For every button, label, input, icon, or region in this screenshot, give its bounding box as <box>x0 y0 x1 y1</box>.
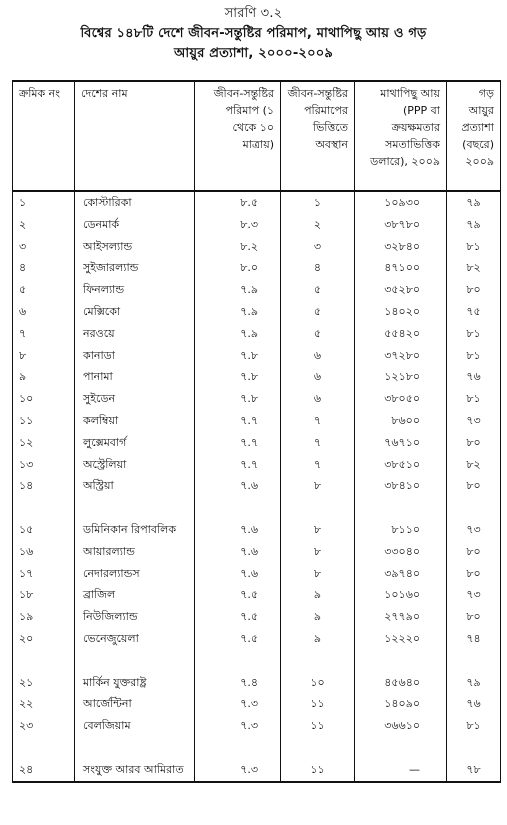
table-row <box>13 715 501 737</box>
row-satisfaction-rank: ৮ <box>281 541 355 563</box>
row-serial: ১৫ <box>13 497 75 541</box>
row-satisfaction-score: ৭.৮ <box>195 345 281 367</box>
row-life-expectancy: ৭৪ <box>447 628 501 650</box>
table-row <box>13 345 501 367</box>
table-row <box>13 236 501 258</box>
row-satisfaction-rank: ৫ <box>281 279 355 301</box>
row-life-expectancy: ৮১ <box>447 715 501 737</box>
row-country: ভেনেজুয়েলা <box>75 628 195 650</box>
row-country: ব্রাজিল <box>75 584 195 606</box>
row-life-expectancy: ৭৩ <box>447 410 501 432</box>
row-country: ডেনমার্ক <box>75 214 195 236</box>
table-row <box>13 257 501 279</box>
row-satisfaction-score: ৭.৭ <box>195 454 281 476</box>
row-satisfaction-score: ৭.৩ <box>195 715 281 737</box>
row-satisfaction-rank: ৮ <box>281 563 355 585</box>
row-country: সংযুক্ত আরব আমিরাত <box>75 737 195 782</box>
row-satisfaction-score: ৭.৮ <box>195 388 281 410</box>
row-country: অস্ট্রেলিয়া <box>75 454 195 476</box>
row-life-expectancy: ৮১ <box>447 236 501 258</box>
table-row <box>13 563 501 585</box>
table-row <box>13 214 501 236</box>
row-satisfaction-score: ৭.৫ <box>195 628 281 650</box>
row-serial: ৭ <box>13 323 75 345</box>
row-satisfaction-rank: ৯ <box>281 584 355 606</box>
row-serial: ৫ <box>13 279 75 301</box>
table-title-line-1: বিশ্বের ১৪৮টি দেশে জীবন-সন্তুষ্টির পরিমাপ, মাথাপিছু আয় ও গড় <box>80 26 427 41</box>
row-income: ১০১৬০ <box>355 584 447 606</box>
table-title-line-2: আয়ুর প্রত্যাশা, ২০০০-২০০৯ <box>173 46 334 61</box>
row-country: পানামা <box>75 366 195 388</box>
row-serial: ১৪ <box>13 475 75 497</box>
row-income: ৩৫২৮০ <box>355 279 447 301</box>
row-satisfaction-rank: ৮ <box>281 497 355 541</box>
row-income: ৪৭১০০ <box>355 257 447 279</box>
row-satisfaction-score: ৭.৬ <box>195 497 281 541</box>
row-country: লুক্সেমবার্গ <box>75 432 195 454</box>
row-serial: ১৮ <box>13 584 75 606</box>
row-satisfaction-score: ৮.৫ <box>195 191 281 214</box>
row-income: ১৪০৯০ <box>355 693 447 715</box>
row-income: ৭৬৭১০ <box>355 432 447 454</box>
row-life-expectancy: ৭৬ <box>447 366 501 388</box>
row-serial: ৬ <box>13 301 75 323</box>
row-income: ৩৯৭৪০ <box>355 563 447 585</box>
row-serial: ২৪ <box>13 737 75 782</box>
row-life-expectancy: ৮০ <box>447 279 501 301</box>
row-life-expectancy: ৮০ <box>447 432 501 454</box>
row-life-expectancy: ৮১ <box>447 323 501 345</box>
row-income: ৩৮০৫০ <box>355 388 447 410</box>
row-satisfaction-rank: ১১ <box>281 737 355 782</box>
row-country: সুইজারল্যান্ড <box>75 257 195 279</box>
row-satisfaction-score: ৭.৬ <box>195 563 281 585</box>
row-satisfaction-rank: ১০ <box>281 650 355 694</box>
row-satisfaction-rank: ৬ <box>281 366 355 388</box>
row-life-expectancy: ৭৯ <box>447 191 501 214</box>
row-life-expectancy: ৭৩ <box>447 497 501 541</box>
row-life-expectancy: ৮০ <box>447 541 501 563</box>
table-caption: সারণি ৩.২ <box>224 6 283 21</box>
life-satisfaction-table <box>12 80 501 783</box>
row-country: নিউজিল্যান্ড <box>75 606 195 628</box>
row-country: বেলজিয়াম <box>75 715 195 737</box>
table-row <box>13 279 501 301</box>
row-income: ৪৫৬৪০ <box>355 650 447 694</box>
table-row <box>13 650 501 694</box>
header-life-expectancy: গড় আয়ুর প্রত্যাশা (বছরে) ২০০৯ <box>447 81 501 191</box>
row-satisfaction-score: ৭.৮ <box>195 366 281 388</box>
row-income: ১২১৮০ <box>355 366 447 388</box>
row-satisfaction-score: ৭.৩ <box>195 737 281 782</box>
table-row <box>13 388 501 410</box>
header-satisfaction-rank: জীবন-সন্তুষ্টির পরিমাপের ভিত্তিতে অবস্থান <box>281 81 355 191</box>
row-satisfaction-score: ৭.৯ <box>195 323 281 345</box>
row-income: ৩৩০৪০ <box>355 541 447 563</box>
row-satisfaction-score: ৭.৩ <box>195 693 281 715</box>
row-income: ২৭৭৯০ <box>355 606 447 628</box>
row-serial: ৮ <box>13 345 75 367</box>
row-life-expectancy: ৮১ <box>447 345 501 367</box>
row-satisfaction-rank: ৯ <box>281 628 355 650</box>
row-country: সুইডেন <box>75 388 195 410</box>
row-life-expectancy: ৭৫ <box>447 301 501 323</box>
table-row <box>13 191 501 214</box>
table-row <box>13 366 501 388</box>
row-satisfaction-rank: ৫ <box>281 301 355 323</box>
row-satisfaction-score: ৭.৬ <box>195 541 281 563</box>
row-satisfaction-rank: ৬ <box>281 345 355 367</box>
table-header-row <box>13 81 501 191</box>
row-country: কলম্বিয়া <box>75 410 195 432</box>
table-row <box>13 497 501 541</box>
table-row <box>13 475 501 497</box>
row-life-expectancy: ৭৩ <box>447 584 501 606</box>
row-income: ১০৯৩০ <box>355 191 447 214</box>
row-country: ডমিনিকান রিপাবলিক <box>75 497 195 541</box>
row-satisfaction-score: ৭.৭ <box>195 432 281 454</box>
header-serial: ক্রমিক নং <box>13 81 75 191</box>
row-satisfaction-score: ৭.৫ <box>195 606 281 628</box>
table-row <box>13 410 501 432</box>
table-row <box>13 628 501 650</box>
row-income: ৩৮৫১০ <box>355 454 447 476</box>
row-serial: ৪ <box>13 257 75 279</box>
row-satisfaction-rank: ৭ <box>281 432 355 454</box>
row-satisfaction-score: ৭.৭ <box>195 410 281 432</box>
row-country: মেক্সিকো <box>75 301 195 323</box>
row-serial: ২ <box>13 214 75 236</box>
row-serial: ১৬ <box>13 541 75 563</box>
header-satisfaction-score: জীবন-সন্তুষ্টির পরিমাপ (১ থেকে ১০ মাত্রায়) <box>195 81 281 191</box>
table-row <box>13 737 501 782</box>
row-life-expectancy: ৮০ <box>447 475 501 497</box>
row-life-expectancy: ৮২ <box>447 454 501 476</box>
row-satisfaction-rank: ৪ <box>281 257 355 279</box>
table-row <box>13 606 501 628</box>
table-row <box>13 541 501 563</box>
row-country: আর্জেন্টিনা <box>75 693 195 715</box>
row-serial: ২২ <box>13 693 75 715</box>
row-serial: ১৩ <box>13 454 75 476</box>
row-satisfaction-rank: ১১ <box>281 693 355 715</box>
header-income-per-capita: মাথাপিছু আয় (PPP বা ক্রয়ক্ষমতার সমতাভিত্তিক ডলারে), ২০০৯ <box>355 81 447 191</box>
row-serial: ৯ <box>13 366 75 388</box>
row-country: নরওয়ে <box>75 323 195 345</box>
row-country: কানাডা <box>75 345 195 367</box>
row-country: ফিনল্যান্ড <box>75 279 195 301</box>
row-country: নেদারল্যান্ডস <box>75 563 195 585</box>
table-row <box>13 323 501 345</box>
row-income: ৩২৮৪০ <box>355 236 447 258</box>
row-serial: ২১ <box>13 650 75 694</box>
row-life-expectancy: ৭৯ <box>447 650 501 694</box>
row-country: কোস্টারিকা <box>75 191 195 214</box>
row-country: আয়ারল্যান্ড <box>75 541 195 563</box>
row-life-expectancy: ৭৬ <box>447 693 501 715</box>
row-satisfaction-score: ৭.৯ <box>195 301 281 323</box>
row-serial: ২৩ <box>13 715 75 737</box>
row-satisfaction-rank: ৭ <box>281 454 355 476</box>
row-income: ১২২২০ <box>355 628 447 650</box>
row-income: ৫৫৪২০ <box>355 323 447 345</box>
row-income: ৮৬০০ <box>355 410 447 432</box>
row-satisfaction-rank: ৯ <box>281 606 355 628</box>
row-serial: ৩ <box>13 236 75 258</box>
row-country: মার্কিন যুক্তরাষ্ট্র <box>75 650 195 694</box>
row-income: ৩৮৭৮০ <box>355 214 447 236</box>
row-satisfaction-rank: ৭ <box>281 410 355 432</box>
row-satisfaction-score: ৭.৪ <box>195 650 281 694</box>
table-row <box>13 584 501 606</box>
row-income: — <box>355 737 447 782</box>
row-life-expectancy: ৮১ <box>447 388 501 410</box>
row-serial: ১৯ <box>13 606 75 628</box>
table-row <box>13 432 501 454</box>
row-satisfaction-rank: ৫ <box>281 323 355 345</box>
row-satisfaction-rank: ৮ <box>281 475 355 497</box>
row-serial: ১২ <box>13 432 75 454</box>
row-satisfaction-score: ৮.০ <box>195 257 281 279</box>
row-country: আইসল্যান্ড <box>75 236 195 258</box>
table-row <box>13 301 501 323</box>
row-country: অস্ট্রিয়া <box>75 475 195 497</box>
row-income: ১৪০২০ <box>355 301 447 323</box>
row-satisfaction-rank: ১১ <box>281 715 355 737</box>
row-income: ৮১১০ <box>355 497 447 541</box>
header-country: দেশের নাম <box>75 81 195 191</box>
row-life-expectancy: ৮০ <box>447 606 501 628</box>
row-satisfaction-score: ৭.৬ <box>195 475 281 497</box>
row-satisfaction-rank: ১ <box>281 191 355 214</box>
row-income: ৩৭২৮০ <box>355 345 447 367</box>
row-satisfaction-score: ৭.৫ <box>195 584 281 606</box>
row-satisfaction-rank: ২ <box>281 214 355 236</box>
row-serial: ১০ <box>13 388 75 410</box>
row-satisfaction-rank: ৩ <box>281 236 355 258</box>
row-satisfaction-rank: ৬ <box>281 388 355 410</box>
row-satisfaction-score: ৮.৩ <box>195 214 281 236</box>
table-title-block <box>0 4 507 64</box>
row-life-expectancy: ৮০ <box>447 563 501 585</box>
row-satisfaction-score: ৭.৯ <box>195 279 281 301</box>
row-serial: ১১ <box>13 410 75 432</box>
row-satisfaction-score: ৮.২ <box>195 236 281 258</box>
row-serial: ২০ <box>13 628 75 650</box>
row-income: ৩৬৬১০ <box>355 715 447 737</box>
row-serial: ১৭ <box>13 563 75 585</box>
row-serial: ১ <box>13 191 75 214</box>
table-row <box>13 454 501 476</box>
row-life-expectancy: ৭৯ <box>447 214 501 236</box>
row-income: ৩৮৪১০ <box>355 475 447 497</box>
row-life-expectancy: ৭৮ <box>447 737 501 782</box>
table-row <box>13 693 501 715</box>
row-life-expectancy: ৮২ <box>447 257 501 279</box>
